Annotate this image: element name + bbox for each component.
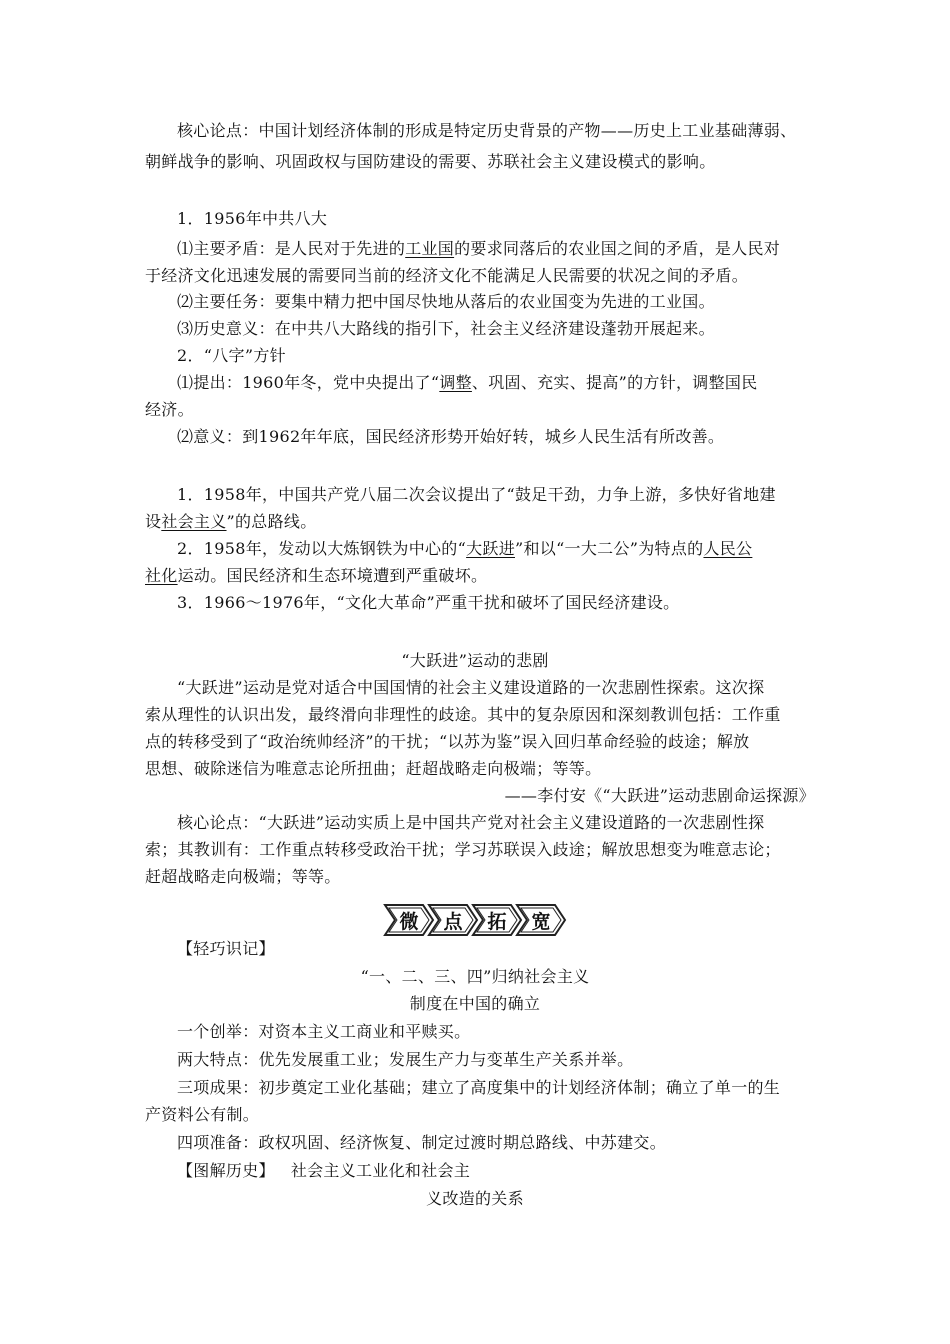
memory-title-line-2: 制度在中国的确立	[409, 994, 541, 1013]
main-task-line: ⑵主要任务：要集中精力把中国尽快地从落后的农业国变为先进的工业国。	[177, 292, 715, 311]
memory-item-three-a: 三项成果：初步奠定工业化基础；建立了高度集中的计划经济体制；确立了单一的生	[177, 1078, 781, 1097]
banner-chevron-1: 微	[383, 903, 435, 937]
main-contradiction-line-1: ⑴主要矛盾：是人民对于先进的工业国的要求同落后的农业国之间的矛盾，是人民对	[177, 239, 781, 258]
core-argument-line-2: 朝鲜战争的影响、巩固政权与国防建设的需要、苏联社会主义建设模式的影响。	[145, 152, 716, 171]
policy-significance-line: ⑵意义：到1962年年底，国民经济形势开始好转，城乡人民生活有所改善。	[177, 427, 725, 446]
great-leap-item-2a: 2．1958年，发动以大炼钢铁为中心的“大跃进”和以“一大二公”为特点的人民公	[177, 539, 753, 558]
illustrated-title-line-2: 义改造的关系	[426, 1189, 524, 1208]
cultural-revolution-item-3: 3．1966～1976年，“文化大革命”严重干扰和破坏了国民经济建设。	[177, 593, 680, 612]
material-core-line-1: 核心论点：“大跃进”运动实质上是中国共产党对社会主义建设道路的一次悲剧性探	[177, 813, 765, 832]
core-argument-line-1: 核心论点：中国计划经济体制的形成是特定历史背景的产物——历史上工业基础薄弱、	[177, 121, 797, 140]
great-leap-item-2b: 社化运动。国民经济和生态环境遭到严重破坏。	[145, 566, 488, 585]
policy-proposal-line-1: ⑴提出：1960年冬，党中央提出了“调整、巩固、充实、提高”的方针，调整国民	[177, 373, 758, 392]
heading-eighth-congress: 1．1956年中共八大	[177, 209, 328, 228]
memory-item-two: 两大特点：优先发展重工业；发展生产力与变革生产关系并举。	[177, 1050, 634, 1069]
material-quote-line-3: 点的转移受到了“政治统帅经济”的干扰；“以苏为鉴”误入回归革命经验的歧途；解放	[145, 732, 750, 751]
memory-item-three-b: 产资料公有制。	[145, 1105, 260, 1124]
tag-illustrated-history: 【图解历史】	[177, 1161, 275, 1180]
material-core-line-2: 索；其教训有：工作重点转移受政治干扰；学习苏联误入歧途；解放思想变为唯意志论；	[145, 840, 781, 859]
policy-proposal-line-2: 经济。	[145, 400, 194, 419]
section-banner-micro-point-expansion	[0, 903, 950, 937]
illustrated-title-line-1: 社会主义工业化和社会主	[290, 1161, 471, 1180]
material-quote-line-4: 思想、破除迷信为唯意志论所扭曲；赶超战略走向极端；等等。	[145, 759, 602, 778]
memory-title-line-1: “一、二、三、四”归纳社会主义	[360, 967, 590, 986]
material-source: ——李付安《“大跃进”运动悲剧命运探源》	[504, 786, 815, 805]
material-title: “大跃进”运动的悲剧	[401, 651, 549, 670]
memory-item-four: 四项准备：政权巩固、经济恢复、制定过渡时期总路线、中苏建交。	[177, 1133, 667, 1152]
material-quote-line-2: 索从理性的认识出发，最终滑向非理性的歧途。其中的复杂原因和深刻教训包括：工作重	[145, 705, 781, 724]
material-quote-line-1: “大跃进”运动是党对适合中国国情的社会主义建设道路的一次悲剧性探索。这次探	[177, 678, 765, 697]
general-line-item-1a: 1．1958年，中国共产党八届二次会议提出了“鼓足干劲，力争上游，多快好省地建	[177, 485, 776, 504]
tag-easy-memory: 【轻巧识记】	[177, 939, 275, 958]
banner-chevron-2: 点	[427, 903, 479, 937]
historical-significance-line: ⑶历史意义：在中共八大路线的指引下，社会主义经济建设蓬勃开展起来。	[177, 319, 715, 338]
memory-item-one: 一个创举：对资本主义工商业和平赎买。	[177, 1022, 471, 1041]
banner-chevron-3: 拓	[471, 903, 523, 937]
main-contradiction-line-2: 于经济文化迅速发展的需要同当前的经济文化不能满足人民需要的状况之间的矛盾。	[145, 266, 749, 285]
material-core-line-3: 赶超战略走向极端；等等。	[145, 867, 341, 886]
general-line-item-1b: 设社会主义”的总路线。	[145, 512, 317, 531]
heading-eight-character-policy: 2．“八字”方针	[177, 346, 286, 365]
illustrated-history-line	[177, 1161, 847, 1181]
banner-chevron-4: 宽	[515, 903, 567, 937]
